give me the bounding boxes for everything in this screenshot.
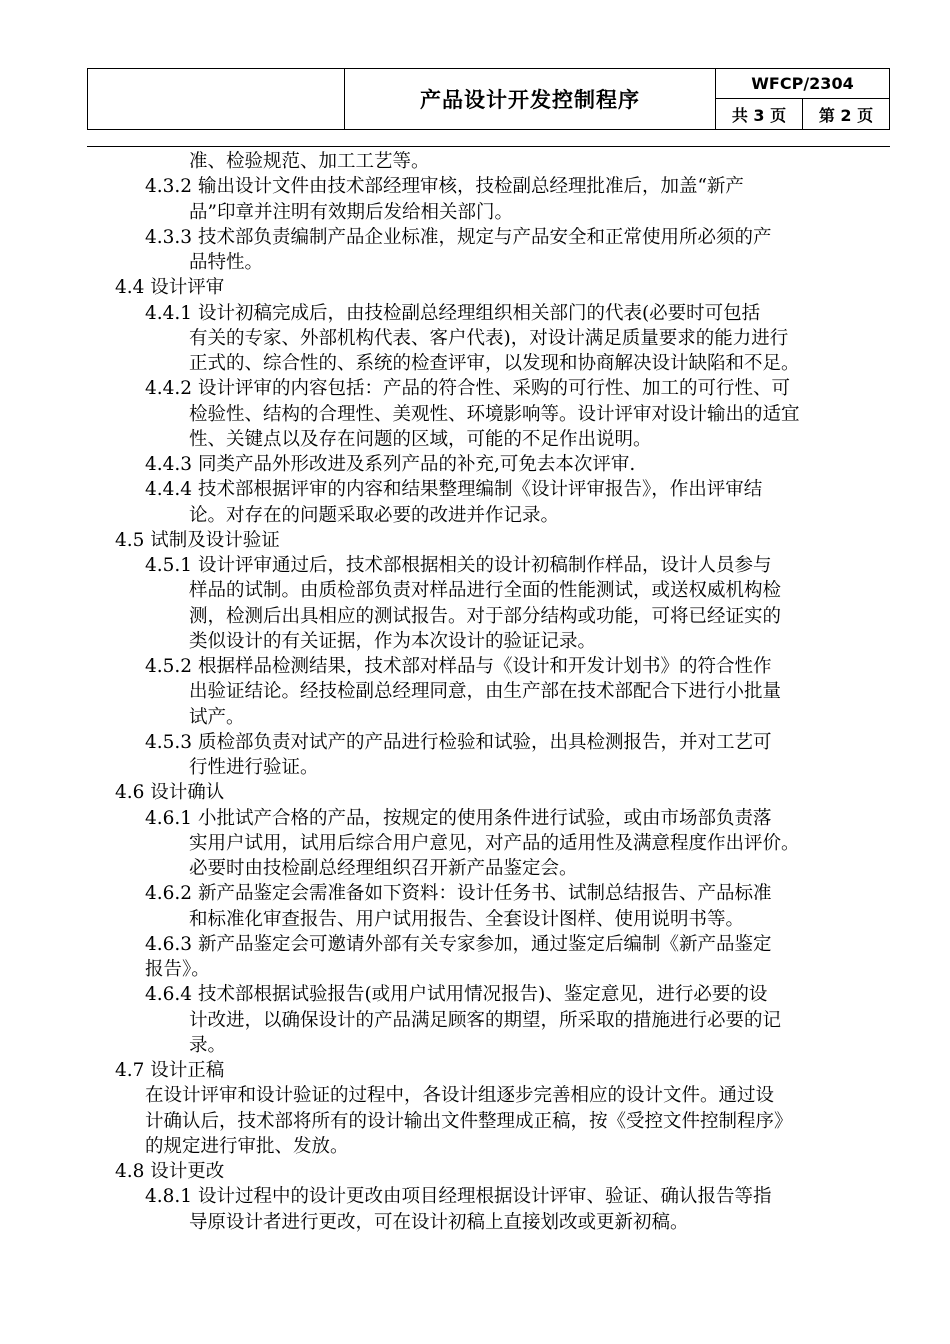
section-heading: 4.5 试制及设计验证 <box>115 529 280 551</box>
body-line: 实用户试用，试用后综合用户意见，对产品的适用性及满意程度作出评价。 <box>189 832 800 854</box>
body-line: 4.8.1 设计过程中的设计更改由项目经理根据设计评审、验证、确认报告等指 <box>145 1186 772 1208</box>
body-line: 4.3.3 技术部负责编制产品企业标准，规定与产品安全和正常使用所必须的产 <box>145 226 772 248</box>
document-title: 产品设计开发控制程序 <box>345 69 716 130</box>
body-line: 计改进，以确保设计的产品满足顾客的期望，所采取的措施进行必要的记 <box>189 1009 782 1031</box>
body-line: 类似设计的有关证据，作为本次设计的验证记录。 <box>189 630 597 652</box>
body-line: 4.4.3 同类产品外形改进及系列产品的补充,可免去本次评审. <box>145 454 636 475</box>
body-line: 在设计评审和设计验证的过程中，各设计组逐步完善相应的设计文件。通过设 <box>145 1085 775 1107</box>
body-line: 和标准化审查报告、用户试用报告、全套设计图样、使用说明书等。 <box>189 908 745 930</box>
document-code: WFCP/2304 <box>716 69 890 99</box>
body-line: 的规定进行审批、发放。 <box>145 1135 349 1157</box>
body-line: 测，检测后出具相应的测试报告。对于部分结构或功能，可将已经证实的 <box>189 605 782 627</box>
body-line: 报告》。 <box>145 959 210 980</box>
body-line: 准、检验规范、加工工艺等。 <box>189 151 430 172</box>
current-page: 第 2 页 <box>803 99 890 130</box>
logo-cell <box>88 69 345 130</box>
body-line: 样品的试制。由质检部负责对样品进行全面的性能测试，或送权威机构检 <box>189 580 782 602</box>
section-heading: 4.6 设计确认 <box>115 782 225 804</box>
total-pages: 共 3 页 <box>716 99 803 130</box>
header-divider <box>87 146 890 147</box>
body-line: 4.6.3 新产品鉴定会可邀请外部有关专家参加，通过鉴定后编制《新产品鉴定 <box>145 933 772 955</box>
body-line: 正式的、综合性的、系统的检查评审，以发现和协商解决设计缺陷和不足。 <box>189 353 800 374</box>
body-line: 4.5.3 质检部负责对试产的产品进行检验和试验，出具检测报告，并对工艺可 <box>145 731 772 753</box>
body-line: 4.4.4 技术部根据评审的内容和结果整理编制《设计评审报告》，作出评审结 <box>145 479 763 501</box>
body-line: 品特性。 <box>189 252 264 273</box>
body-line: 行性进行验证。 <box>189 757 319 778</box>
body-line: 有关的专家、外部机构代表、客户代表)，对设计满足质量要求的能力进行 <box>189 327 789 349</box>
body-line: 录。 <box>189 1034 227 1056</box>
document-header <box>87 68 890 130</box>
body-line: 论。对存在的问题采取必要的改进并作记录。 <box>189 504 560 526</box>
body-line: 试产。 <box>189 706 245 728</box>
body-line: 导原设计者进行更改，可在设计初稿上直接划改或更新初稿。 <box>189 1211 689 1233</box>
section-heading: 4.4 设计评审 <box>115 277 225 299</box>
body-line: 必要时由技检副总经理组织召开新产品鉴定会。 <box>189 858 578 879</box>
body-line: 4.5.2 根据样品检测结果，技术部对样品与《设计和开发计划书》的符合性作 <box>145 656 772 677</box>
body-line: 4.6.4 技术部根据试验报告(或用户试用情况报告)、鉴定意见，进行必要的设 <box>145 984 768 1006</box>
body-line: 检验性、结构的合理性、美观性、环境影响等。设计评审对设计输出的适宜 <box>189 403 800 425</box>
body-line: 出验证结论。经技检副总经理同意，由生产部在技术部配合下进行小批量 <box>189 681 782 703</box>
body-line: 4.6.1 小批试产合格的产品，按规定的使用条件进行试验，或由市场部负责落 <box>145 807 772 829</box>
body-line: 4.6.2 新产品鉴定会需准备如下资料：设计任务书、试制总结报告、产品标准 <box>145 883 772 905</box>
body-line: 品”印章并注明有效期后发给相关部门。 <box>189 201 513 223</box>
section-heading: 4.8 设计更改 <box>115 1161 225 1182</box>
section-heading: 4.7 设计正稿 <box>115 1060 225 1081</box>
body-line: 计确认后，技术部将所有的设计输出文件整理成正稿，按《受控文件控制程序》 <box>145 1110 793 1132</box>
body-line: 4.4.2 设计评审的内容包括：产品的符合性、采购的可行性、加工的可行性、可 <box>145 378 790 400</box>
body-line: 性、关键点以及存在问题的区域，可能的不足作出说明。 <box>189 428 652 450</box>
body-line: 4.5.1 设计评审通过后，技术部根据相关的设计初稿制作样品，设计人员参与 <box>145 555 772 576</box>
body-line: 4.3.2 输出设计文件由技术部经理审核，技检副总经理批准后，加盖“新产 <box>145 176 744 198</box>
body-line: 4.4.1 设计初稿完成后，由技检副总经理组织相关部门的代表(必要时可包括 <box>145 302 761 324</box>
